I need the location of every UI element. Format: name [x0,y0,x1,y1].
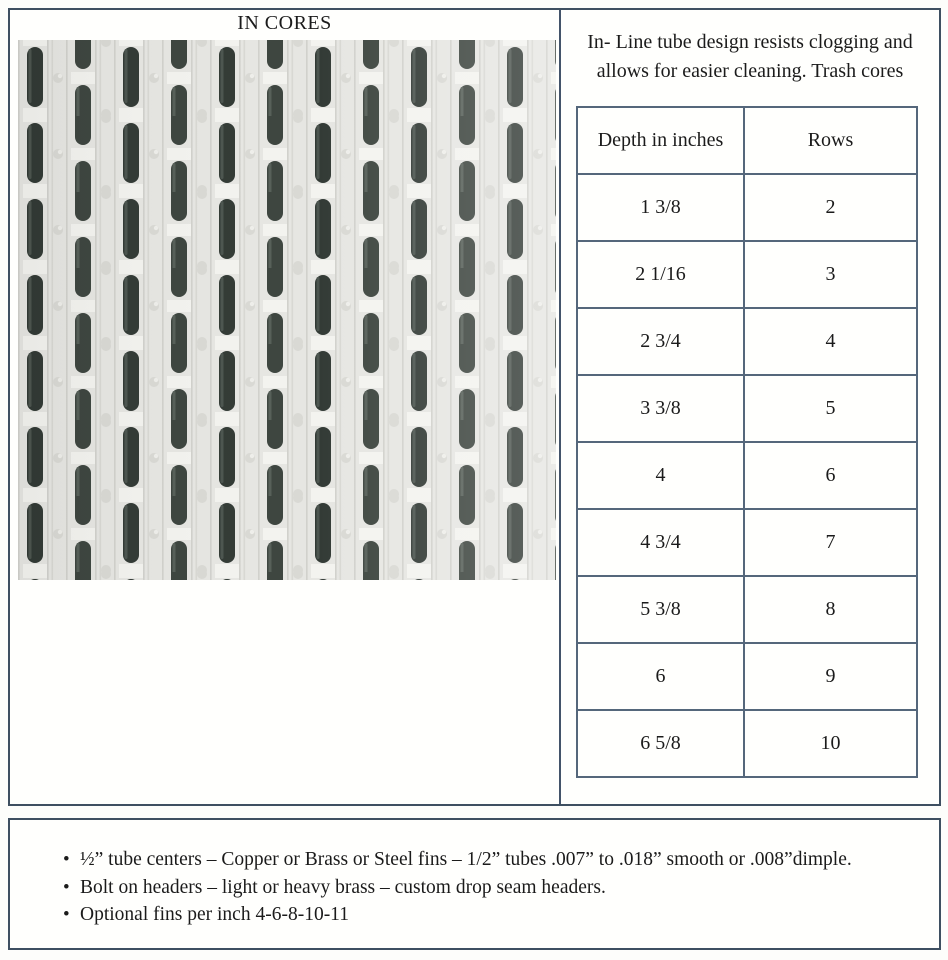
depth-cell: 3 3/8 [577,375,744,442]
rows-cell: 10 [744,710,917,777]
rows-cell: 6 [744,442,917,509]
note-bullet: • Bolt on headers – light or heavy brass – custom drop seam headers. [80,874,929,902]
note-bullet: • ½” tube centers – Copper or Brass or Steel fins – 1/2” tubes .007” to .018” smooth or .008”dimple. [80,846,929,874]
depth-cell: 2 1/16 [577,241,744,308]
notes-list [10,846,939,929]
table-row [577,375,917,442]
table-row [577,442,917,509]
intro-line-2: allows for easier cleaning. Trash cores [596,60,904,82]
depth-cell: 1 3/8 [577,174,744,241]
intro-line-1: In- Line tube design resists clogging and [587,31,913,53]
table-row [577,174,917,241]
rows-cell: 3 [744,241,917,308]
top-section [8,8,941,806]
depth-cell: 6 5/8 [577,710,744,777]
depth-cell: 4 [577,442,744,509]
core-photo [18,40,556,580]
depth-cell: 2 3/4 [577,308,744,375]
depth-cell: 6 [577,643,744,710]
table-row [577,643,917,710]
rows-cell: 5 [744,375,917,442]
page-title: IN CORES [237,12,332,34]
table-row [577,308,917,375]
intro-text [561,28,939,86]
table-header-row [577,107,917,174]
rows-cell: 4 [744,308,917,375]
depth-cell: 5 3/8 [577,576,744,643]
rows-cell: 8 [744,576,917,643]
depth-rows-table [576,106,918,778]
core-photo-panel [10,10,561,804]
depth-cell: 4 3/4 [577,509,744,576]
header-rows: Rows [744,107,917,174]
header-depth: Depth in inches [577,107,744,174]
table-row [577,576,917,643]
notes-section [8,818,941,950]
spec-panel [561,10,939,804]
rows-cell: 7 [744,509,917,576]
note-bullet: • Optional fins per inch 4-6-8-10-11 [80,901,929,929]
rows-cell: 9 [744,643,917,710]
table-row [577,509,917,576]
rows-cell: 2 [744,174,917,241]
table-row [577,710,917,777]
table-row [577,241,917,308]
